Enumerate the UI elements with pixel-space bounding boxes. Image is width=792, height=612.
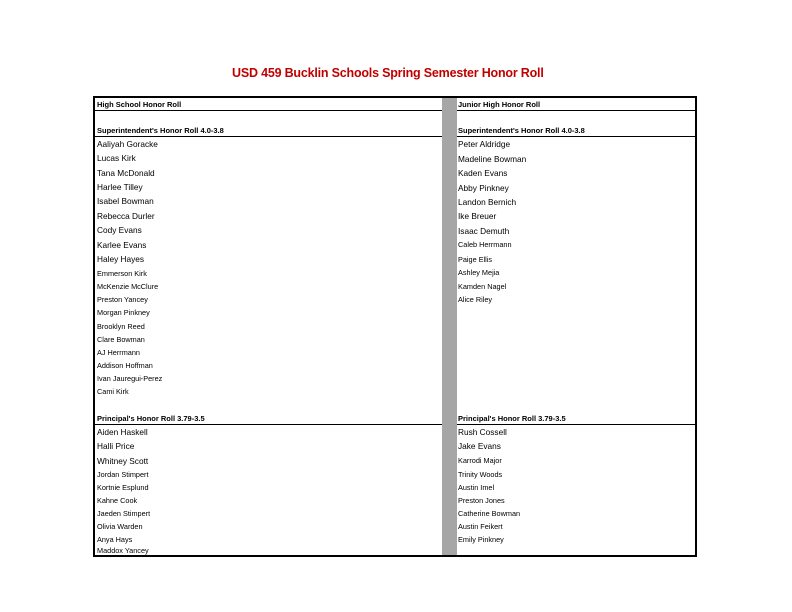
student-name: Jaeden Stimpert (97, 509, 151, 518)
student-name: Kortnie Esplund (97, 483, 149, 492)
student-name: Kamden Nagel (458, 282, 507, 291)
student-name: Madeline Bowman (458, 154, 527, 164)
student-name: Austin Feikert (458, 522, 503, 531)
student-name: Kahne Cook (97, 496, 138, 505)
column-divider (442, 98, 457, 555)
student-name: Preston Yancey (97, 295, 148, 304)
student-name: Peter Aldridge (458, 139, 511, 149)
hs-principal-heading: Principal's Honor Roll 3.79-3.5 (97, 414, 205, 423)
student-name: Jake Evans (458, 441, 501, 451)
student-name: Austin Imel (458, 483, 495, 492)
left-prin-rule (95, 424, 442, 425)
student-name: Alice Riley (458, 295, 493, 304)
student-name: Ivan Jauregui-Perez (97, 374, 163, 383)
student-name: Emily Pinkney (458, 535, 504, 544)
high-school-header: High School Honor Roll (97, 100, 182, 109)
student-name: Addison Hoffman (97, 361, 153, 370)
student-name: Anya Hays (97, 535, 133, 544)
student-name: Haley Hayes (97, 254, 145, 264)
honor-roll-table (93, 96, 697, 557)
student-name: Kaden Evans (458, 168, 508, 178)
jh-superintendent-heading: Superintendent's Honor Roll 4.0-3.8 (458, 126, 585, 135)
student-name: Preston Jones (458, 496, 505, 505)
student-name: Aiden Haskell (97, 427, 148, 437)
junior-high-header: Junior High Honor Roll (458, 100, 541, 109)
student-name: Harlee Tilley (97, 182, 143, 192)
page-title: USD 459 Bucklin Schools Spring Semester Honor Roll (232, 66, 544, 80)
student-name: Aaliyah Goracke (97, 139, 158, 149)
student-name: AJ Herrmann (97, 348, 140, 357)
right-header-rule (457, 110, 695, 111)
student-name: Paige Ellis (458, 255, 493, 264)
student-name: Lucas Kirk (97, 153, 136, 163)
hs-superintendent-heading: Superintendent's Honor Roll 4.0-3.8 (97, 126, 224, 135)
student-name: Karrodi Major (458, 456, 502, 465)
student-name: McKenzie McClure (97, 282, 159, 291)
student-name: Halli Price (97, 441, 135, 451)
student-name: Morgan Pinkney (97, 308, 150, 317)
student-name: Tana McDonald (97, 168, 155, 178)
student-name: Rush Cossell (458, 427, 507, 437)
student-name: Ashley Mejia (458, 268, 500, 277)
right-sup-rule (457, 136, 695, 137)
student-name: Jordan Stimpert (97, 470, 149, 479)
student-name: Caleb Herrmann (458, 240, 512, 249)
student-name: Isaac Demuth (458, 226, 510, 236)
student-name: Trinity Woods (458, 470, 503, 479)
student-name: Rebecca Durler (97, 211, 155, 221)
student-name: Landon Bernich (458, 197, 517, 207)
left-sup-rule (95, 136, 442, 137)
student-name: Isabel Bowman (97, 196, 154, 206)
student-name: Ike Breuer (458, 211, 497, 221)
student-name: Cami Kirk (97, 387, 129, 396)
student-name: Karlee Evans (97, 240, 147, 250)
student-name: Whitney Scott (97, 456, 149, 466)
jh-principal-heading: Principal's Honor Roll 3.79-3.5 (458, 414, 566, 423)
student-name: Brooklyn Reed (97, 322, 145, 331)
student-name: Cody Evans (97, 225, 142, 235)
right-prin-rule (457, 424, 695, 425)
student-name: Olivia Warden (97, 522, 143, 531)
student-name: Clare Bowman (97, 335, 145, 344)
student-name: Maddox Yancey (97, 546, 149, 555)
student-name: Emmerson Kirk (97, 269, 147, 278)
student-name: Abby Pinkney (458, 183, 509, 193)
left-header-rule (95, 110, 442, 111)
student-name: Catherine Bowman (458, 509, 521, 518)
